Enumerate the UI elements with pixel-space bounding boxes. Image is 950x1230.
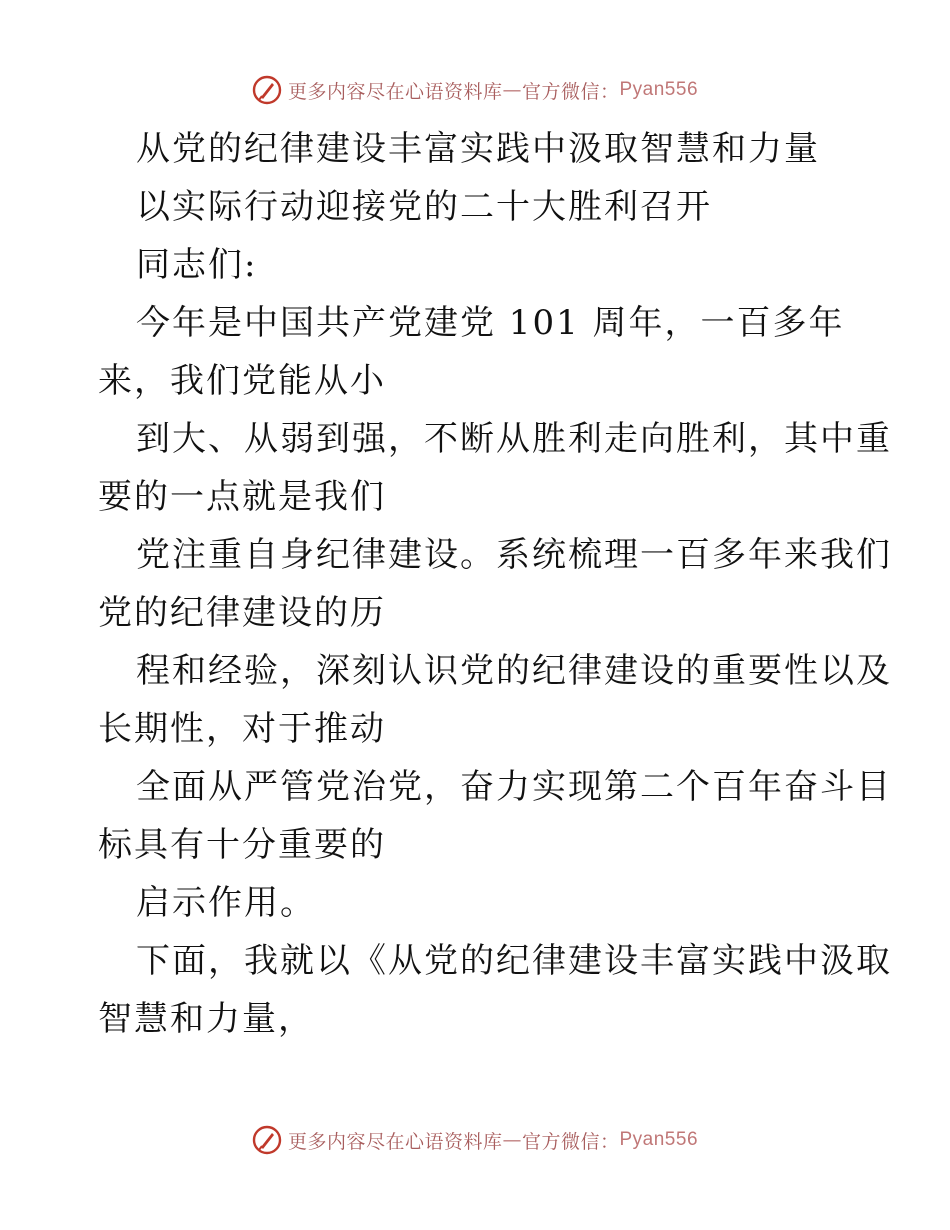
watermark-contact-label: 官方微信： xyxy=(521,80,620,103)
document-line: 以实际行动迎接党的二十大胜利召开 xyxy=(136,187,712,227)
watermark-text: 更多内容尽在心语资料库 xyxy=(287,1130,503,1153)
footer-watermark xyxy=(0,1120,950,1160)
watermark-contact-label: 官方微信： xyxy=(521,1130,620,1153)
document-line: 标具有十分重要的 xyxy=(98,825,386,865)
watermark-separator: — xyxy=(502,79,522,101)
document-line: 长期性，对于推动 xyxy=(98,709,386,749)
document-line: 从党的纪律建设丰富实践中汲取智慧和力量 xyxy=(136,129,820,169)
document-body xyxy=(98,120,892,1048)
document-line: 党的纪律建设的历 xyxy=(98,593,386,633)
document-line: 党注重自身纪律建设。系统梳理一百多年来我们 xyxy=(136,535,892,575)
watermark-contact-id: Pyan556 xyxy=(619,1129,699,1150)
quill-logo-icon xyxy=(252,1125,282,1155)
document-line: 今年是中国共产党建党 101 周年，一百多年 xyxy=(136,303,845,343)
watermark-separator: — xyxy=(502,1129,522,1151)
document-line: 智慧和力量， xyxy=(98,999,314,1039)
header-watermark xyxy=(0,70,950,110)
document-line: 下面，我就以《从党的纪律建设丰富实践中汲取 xyxy=(136,941,892,981)
watermark-contact-id: Pyan556 xyxy=(619,79,699,100)
document-line: 来，我们党能从小 xyxy=(98,361,386,401)
document-line: 到大、从弱到强，不断从胜利走向胜利，其中重 xyxy=(136,419,892,459)
quill-logo-icon xyxy=(252,75,282,105)
document-line: 要的一点就是我们 xyxy=(98,477,386,517)
document-line: 全面从严管党治党，奋力实现第二个百年奋斗目 xyxy=(136,767,892,807)
document-line: 程和经验，深刻认识党的纪律建设的重要性以及 xyxy=(136,651,892,691)
watermark-text: 更多内容尽在心语资料库 xyxy=(287,80,503,103)
document-line: 启示作用。 xyxy=(136,883,316,923)
document-line: 同志们: xyxy=(136,245,258,285)
